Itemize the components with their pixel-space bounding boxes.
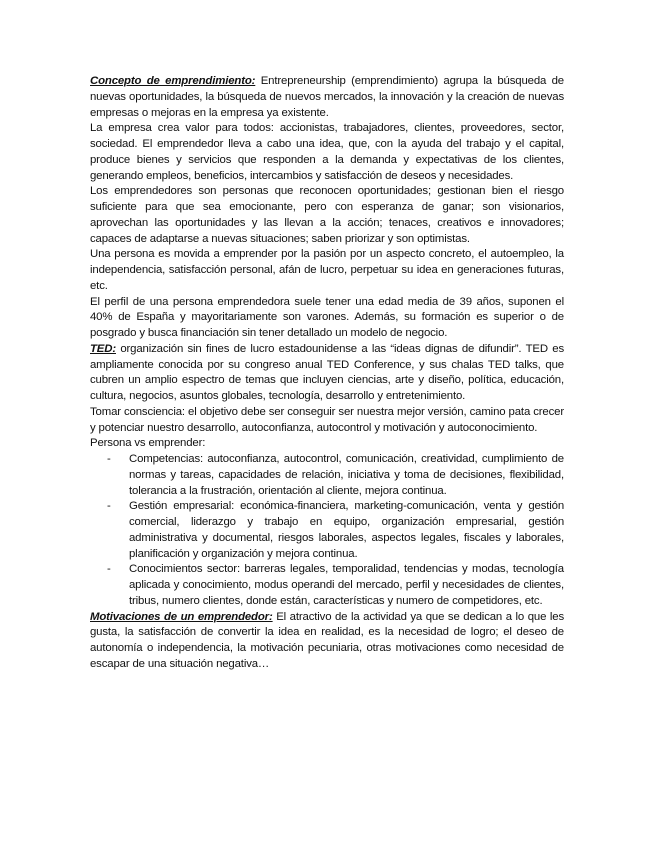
dash-bullet: - — [107, 563, 111, 576]
term-ted: TED: — [90, 342, 116, 355]
paragraph-perfil: El perfil de una persona emprendedora suele tener una edad media de 39 años, suponen el 40% de España y mayoritariamente son varones. Además, su formación es superior o de posgrado y busca financiación sin tener detallado un modelo de negocio. — [90, 295, 564, 339]
list-item-text: Gestión empresarial: económica-financiera, marketing-comunicación, venta y gestión comercial, liderazgo y trabajo en equipo, organización empresarial, gestión administrativa y documental, riesgos laborales, aspectos legales, fiscales y laborales, planificación y organización y mejora continua. — [129, 500, 564, 560]
paragraph-ted — [90, 342, 564, 405]
paragraph-motivaciones-text: El atractivo de la actividad ya que se dedican a lo que les gusta, la satisfacción de convertir la idea en realidad, es la necesidad de logro; el deseo de autonomía o independencia, la motivación pecuniaria, otras motivaciones como necesidad de escapar de una situación negativa… — [90, 610, 564, 670]
term-motivaciones: Motivaciones de un emprendedor: — [90, 610, 273, 623]
paragraph-concepto — [90, 74, 564, 121]
term-concepto: Concepto de emprendimiento: — [90, 75, 256, 87]
paragraph-pasion: Una persona es movida a emprender por la pasión por un aspecto concreto, el autoempleo, la independencia, satisfacción personal, afán de lucro, perpetuar su idea en generaciones futuras, etc. — [90, 248, 564, 292]
list-item — [90, 562, 564, 609]
list-item — [90, 499, 564, 562]
bullet-list — [90, 452, 564, 610]
paragraph-consciencia: Tomar consciencia: el objetivo debe ser conseguir ser nuestra mejor versión, camino pata crecer y potenciar nuestro desarrollo, autoconfianza, autocontrol y motivación y autoconocimiento. — [90, 405, 564, 434]
list-item-text: Competencias: autoconfianza, autocontrol, comunicación, creatividad, cumplimiento de normas y tareas, capacidades de relación, iniciativa y toma de decisiones, flexibilidad, tolerancia a la frustración, orientación al cliente, mejora continua. — [129, 453, 564, 497]
paragraph-emprendedores: Los emprendedores son personas que reconocen oportunidades; gestionan bien el riesgo suficiente para que sea emocionante, pero con esperanza de ganar; son visionarios, aprovechan las oportunidades y las llevan a la acción; tenaces, creativos e innovadores; capaces de adaptarse a nuevas situaciones; saben priorizar y son optimistas. — [90, 185, 564, 245]
paragraph-ted-text: organización sin fines de lucro estadounidense a las “ideas dignas de difundir”. TED es ampliamente conocida por su congreso anual TED Conference, y sus chalas TED talks, que cubren un amplio espectro de temas que incluyen ciencias, arte y diseño, política, educación, cultura, negocios, asuntos globales, tecnología, desarrollo y entretenimiento. — [90, 342, 564, 402]
list-item — [90, 452, 564, 499]
document-page — [90, 74, 564, 673]
dash-bullet: - — [107, 500, 111, 513]
paragraph-valor: La empresa crea valor para todos: accionistas, trabajadores, clientes, proveedores, sector, sociedad. El emprendedor lleva a cabo una idea, que, con la ayuda del trabajo y el capital, produce bienes y servicios que responden a la demanda y expectativas de los clientes, generando empleos, beneficios, intercambios y satisfacción de deseos y necesidades. — [90, 122, 564, 182]
dash-bullet: - — [107, 453, 111, 465]
paragraph-motivaciones — [90, 610, 564, 673]
paragraph-concepto-text: Entrepreneurship (emprendimiento) agrupa la búsqueda de nuevas oportunidades, la búsqueda de nuevos mercados, la innovación y la creación de nuevas empresas o mejoras en la empresa ya existente. — [90, 75, 564, 119]
list-item-text: Conocimientos sector: barreras legales, temporalidad, tendencias y modas, tecnología aplicada y conocimiento, modus operandi del mercado, perfil y necesidades de clientes, tribus, numero clientes, donde están, características y numero de competidores, etc. — [129, 563, 564, 607]
paragraph-persona-vs: Persona vs emprender: — [90, 437, 206, 450]
